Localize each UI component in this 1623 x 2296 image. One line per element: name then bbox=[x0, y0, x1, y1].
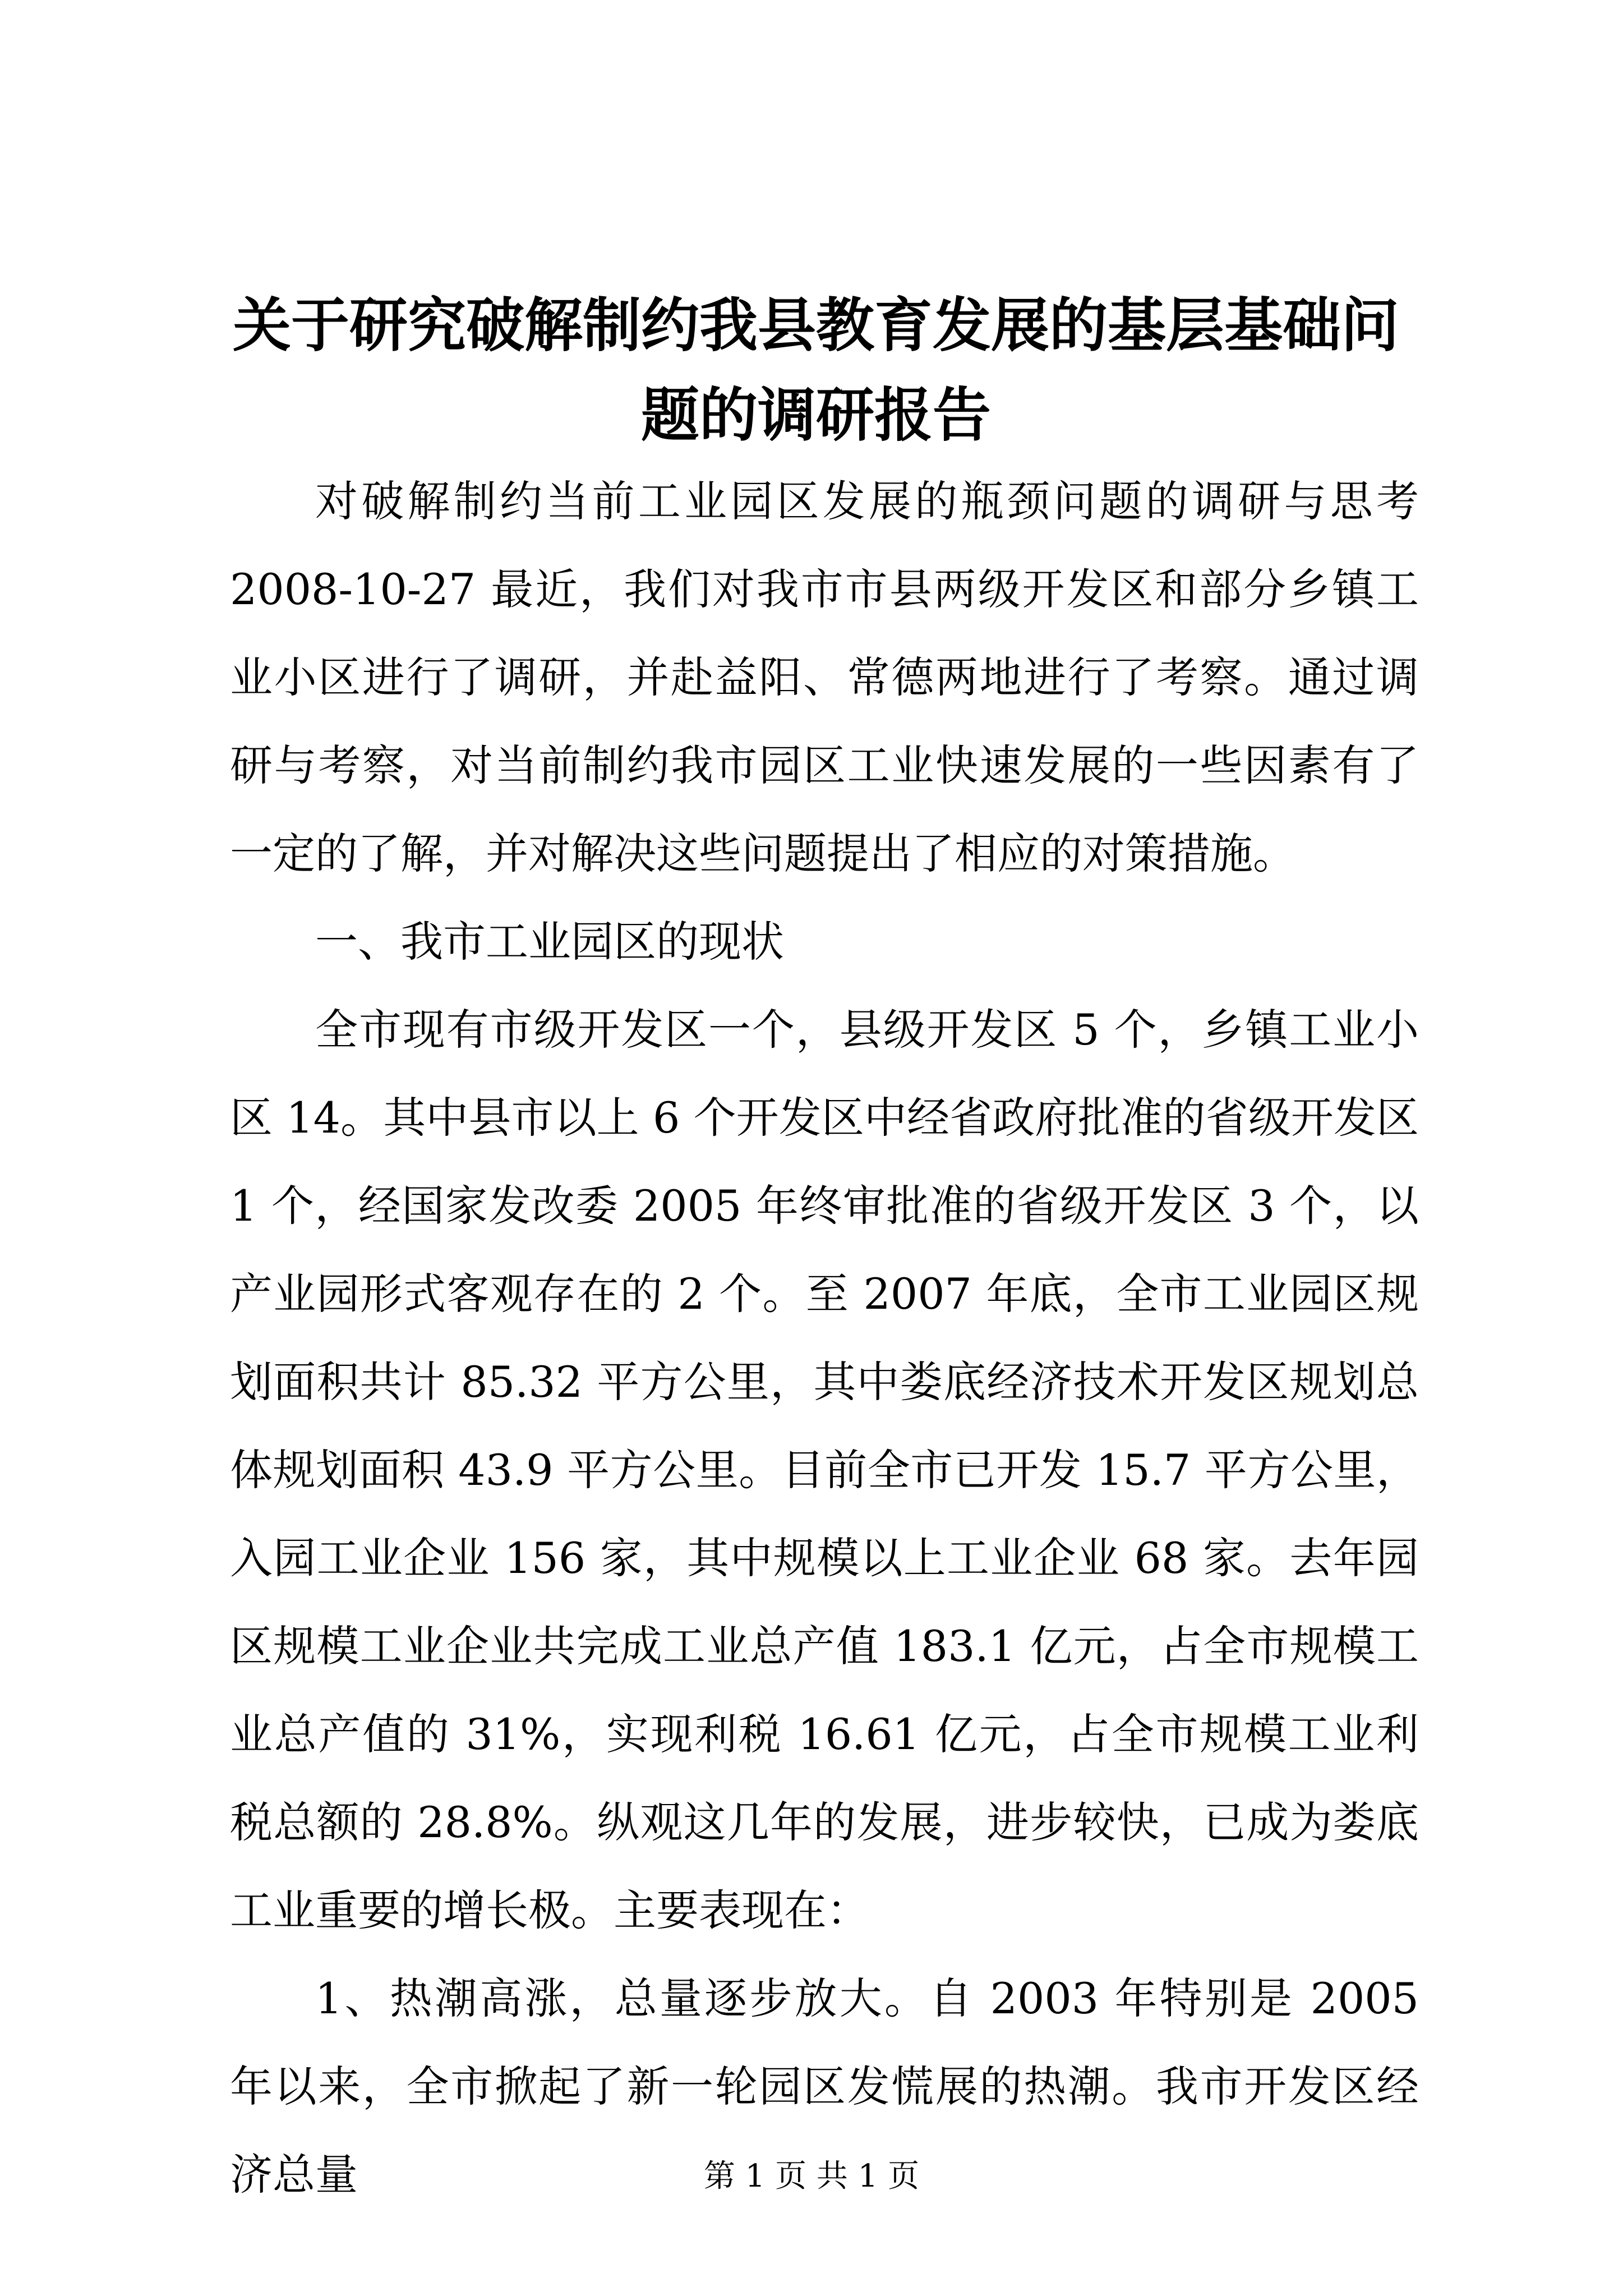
paragraph-point-1: 1、热潮高涨，总量逐步放大。自 2003 年特别是 2005 年以来，全市掀起了新一轮园区发慌展的热潮。我市开发区经济总量 bbox=[230, 1973, 1419, 2200]
document-title: 关于研究破解制约我县教育发展的基层基础问题的调研报告 bbox=[232, 291, 1399, 449]
paragraph-status: 全市现有市级开发区一个，县级开发区 5 个，乡镇工业小区 14。其中县市以上 6 个开发区中经省政府批准的省级开发区 1 个，经国家发改委 2005 年终审批准的省级开发区 3 个，以产业园形式客观存在的 2 个。至 2007 年底，全市工业园区规划面积共计 85.32 平方公里，其中娄底经济技术开发区规划总体规划面积 43.9 平方公里。目前全市已开发 15.7 平方公里，入园工业企业 156 家，其中规模以上工业企业 68 家。去年园区规模工业企业共完成工业总产值 183.1 亿元，占全市规模工业总产值的 31%，实现利税 16.61 亿元，占全市规模工业利税总额的 28.8%。纵观这几年的发展，进步较快，已成为娄底工业重要的增长极。主要表现在： bbox=[230, 1005, 1419, 1935]
section-heading: 一、我市工业园区的现状 bbox=[315, 917, 784, 967]
page-footer: 第 1 页 共 1 页 bbox=[703, 2158, 920, 2194]
paragraph-intro: 对破解制约当前工业园区发展的瓶颈问题的调研与思考 2008-10-27 最近，我们对我市市县两级开发区和部分乡镇工业小区进行了调研，并赴益阳、常德两地进行了考察。通过调研与考察，对当前制约我市园区工业快速发展的一些因素有了一定的了解，并对解决这些问题提出了相应的对策措施。 bbox=[230, 476, 1419, 878]
document-body bbox=[230, 457, 1419, 2219]
